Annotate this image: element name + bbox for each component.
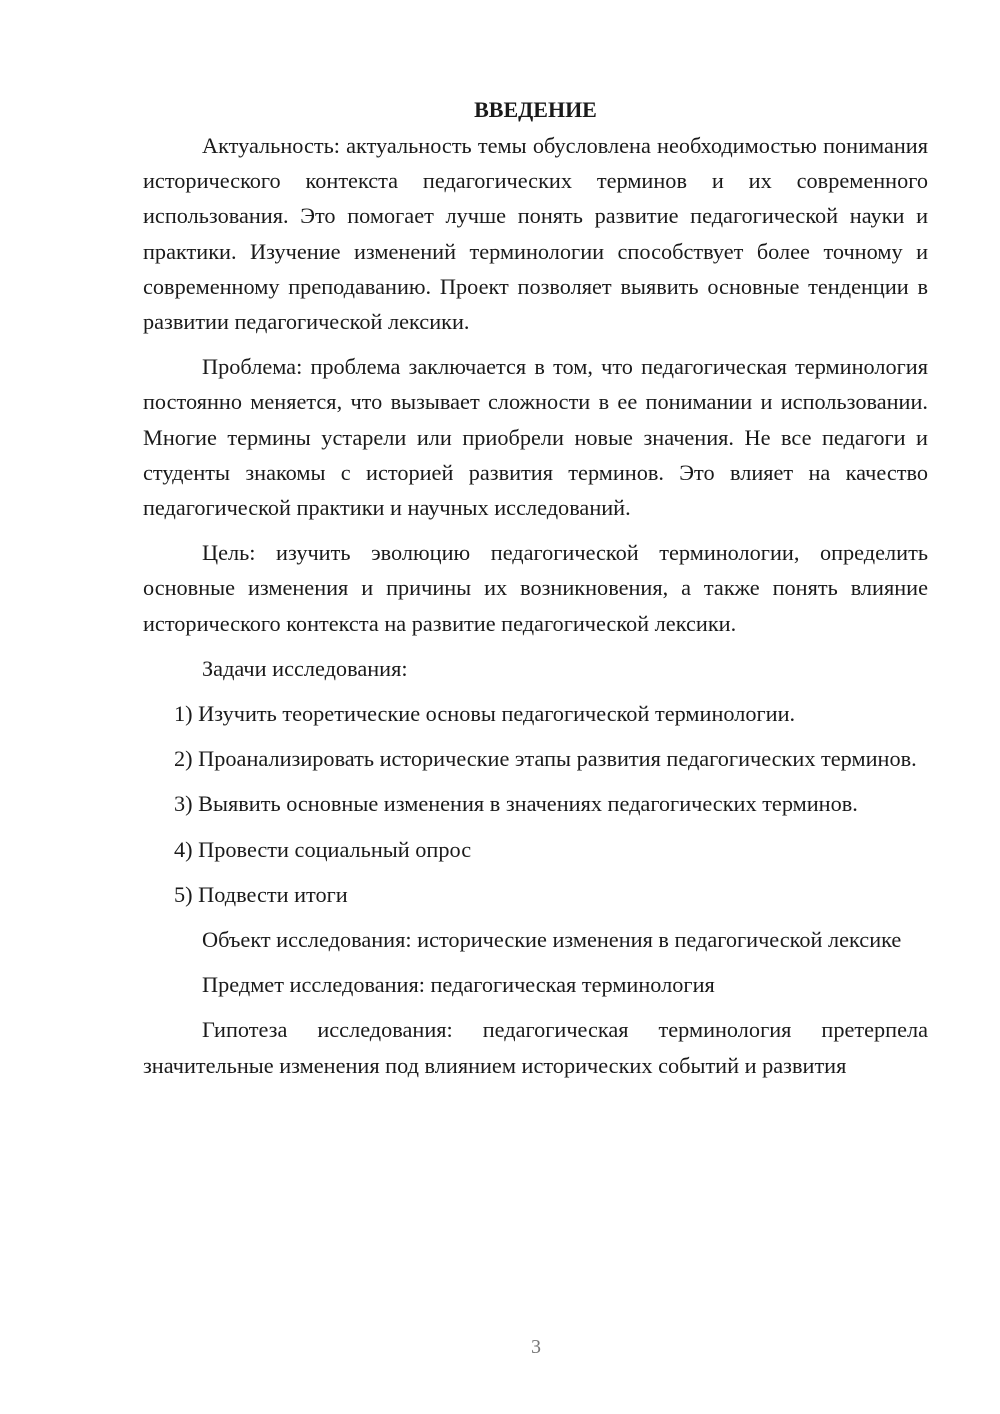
goal-paragraph: Цель: изучить эволюцию педагогической терминологии, определить основные изменения и причины их возникновения, а также понять влияние исторического контекста на развитие педагогической лексики.	[143, 540, 928, 636]
tasks-heading: Задачи исследования:	[202, 655, 408, 681]
task-item: 1) Изучить теоретические основы педагогической терминологии.	[174, 701, 796, 727]
document-page	[143, 94, 928, 1093]
task-item: 4) Провести социальный опрос	[174, 836, 472, 862]
section-heading: ВВЕДЕНИЕ	[474, 97, 597, 122]
task-item: 2) Проанализировать исторические этапы развития педагогических терминов.	[174, 746, 917, 772]
relevance-paragraph: Актуальность: актуальность темы обусловлена необходимостью понимания исторического контекста педагогических терминов и их современного использования. Это помогает лучше понять развитие педагогической науки и практики. Изучение изменений терминологии способствует более точному и современному преподаванию. Проект позволяет выявить основные тенденции в развитии педагогической лексики.	[143, 133, 928, 335]
task-item: 3) Выявить основные изменения в значениях педагогических терминов.	[174, 791, 858, 817]
object-paragraph: Объект исследования: исторические изменения в педагогической лексике	[202, 927, 902, 953]
page-number: 3	[531, 1336, 541, 1358]
subject-paragraph: Предмет исследования: педагогическая терминология	[202, 972, 715, 998]
task-item: 5) Подвести итоги	[174, 881, 348, 907]
hypothesis-paragraph: Гипотеза исследования: педагогическая терминология претерпела значительные изменения под влиянием исторических событий и развития	[143, 1017, 928, 1078]
problem-paragraph: Проблема: проблема заключается в том, что педагогическая терминология постоянно меняется, что вызывает сложности в ее понимании и использовании. Многие термины устарели или приобрели новые значения. Не все педагоги и студенты знакомы с историей развития терминов. Это влияет на качество педагогической практики и научных исследований.	[143, 354, 928, 521]
